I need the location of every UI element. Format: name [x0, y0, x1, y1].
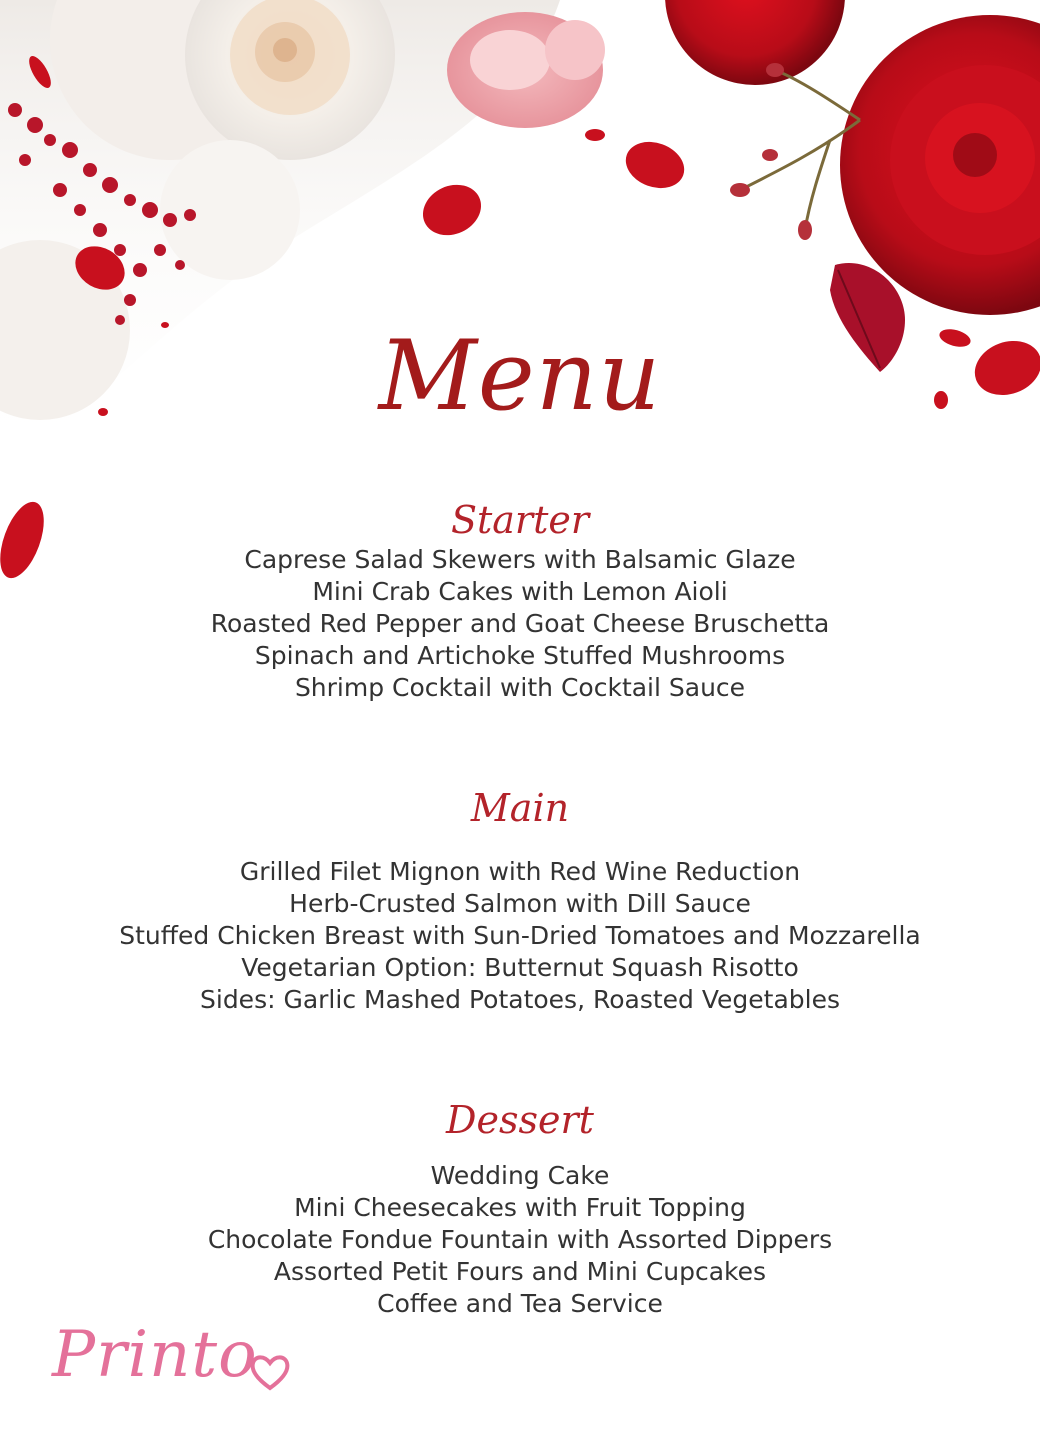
section-starter: [0, 496, 1040, 704]
menu-item: Mini Crab Cakes with Lemon Aioli: [312, 577, 728, 606]
section-heading-main: Main: [470, 786, 570, 830]
menu-item: Caprese Salad Skewers with Balsamic Glaze: [244, 545, 796, 574]
menu-item: Stuffed Chicken Breast with Sun-Dried Tomatoes and Mozzarella: [119, 921, 921, 950]
menu-item: Wedding Cake: [430, 1161, 610, 1190]
section-main: [0, 784, 1040, 1016]
pink-rose-icon: [447, 12, 605, 128]
menu-title: Menu: [378, 320, 662, 432]
dessert-items: [0, 1160, 1040, 1320]
menu-item: Assorted Petit Fours and Mini Cupcakes: [273, 1257, 767, 1286]
main-items: [0, 856, 1040, 1016]
menu-item: Herb-Crusted Salmon with Dill Sauce: [289, 889, 751, 918]
menu-item: Shrimp Cocktail with Cocktail Sauce: [294, 673, 746, 702]
section-heading-starter: Starter: [450, 498, 590, 542]
menu-item: Roasted Red Pepper and Goat Cheese Bruschetta: [210, 609, 830, 638]
menu-item: Mini Cheesecakes with Fruit Topping: [294, 1193, 746, 1222]
menu-item: Coffee and Tea Service: [377, 1289, 663, 1318]
brand-logo: Printo: [52, 1318, 258, 1392]
menu-item: Chocolate Fondue Fountain with Assorted Dippers: [207, 1225, 833, 1254]
menu-item: Vegetarian Option: Butternut Squash Risotto: [241, 953, 799, 982]
menu-item: Spinach and Artichoke Stuffed Mushrooms: [254, 641, 786, 670]
menu-item: Grilled Filet Mignon with Red Wine Reduction: [239, 857, 801, 886]
rose-bud-icon: [730, 63, 812, 240]
starter-items: [0, 544, 1040, 704]
menu-item: Sides: Garlic Mashed Potatoes, Roasted Vegetables: [200, 985, 840, 1014]
section-dessert: [0, 1096, 1040, 1320]
section-heading-dessert: Dessert: [446, 1098, 594, 1142]
heart-icon: [248, 1352, 292, 1392]
